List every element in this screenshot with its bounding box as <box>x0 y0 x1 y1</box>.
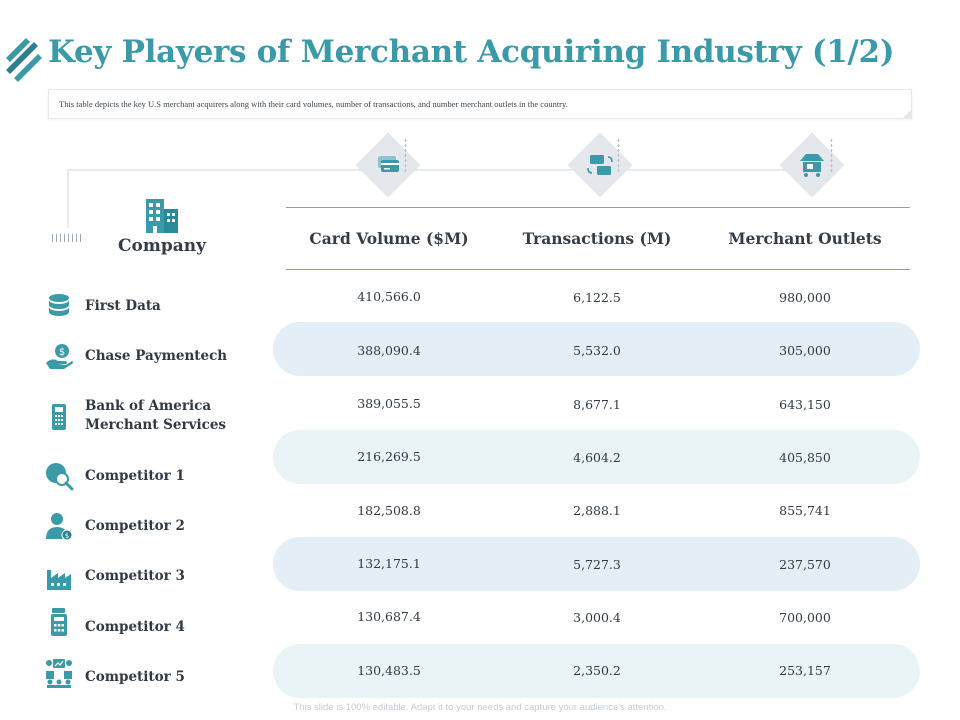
factory-icon <box>44 562 74 592</box>
svg-text:$: $ <box>64 532 70 540</box>
card-volume-cell: 388,090.4 <box>357 343 421 358</box>
company-name: Competitor 1 <box>85 468 185 484</box>
table-top-rule <box>286 207 910 208</box>
footer-note: This slide is 100% editable. Adapt it to your needs and capture your audience's attention. <box>293 702 667 713</box>
company-name: Competitor 5 <box>85 669 185 685</box>
transactions-cell: 3,000.4 <box>573 610 621 625</box>
col-header-merchant-outlets: Merchant Outlets <box>728 229 882 248</box>
table-header-rule <box>286 269 910 270</box>
logo-stripes-icon <box>4 34 42 82</box>
pos-terminal-icon <box>44 402 74 432</box>
transactions-cell: 5,532.0 <box>573 343 621 358</box>
team-chart-icon <box>44 658 74 688</box>
card-volume-cell: 132,175.1 <box>357 556 421 571</box>
card-volume-cell: 182,508.8 <box>357 503 421 518</box>
outlets-cell: 980,000 <box>779 290 831 305</box>
outlets-cell: 305,000 <box>779 343 831 358</box>
card-volume-cell: 410,566.0 <box>357 289 421 304</box>
calculator-icon <box>44 607 74 637</box>
description-text: This table depicts the key U.S merchant acquirers along with their card volumes, number of transactions, and number merchant outlets in the country. <box>59 99 568 109</box>
dots-decoration <box>830 138 833 174</box>
company-name: Competitor 4 <box>85 619 185 635</box>
outlets-cell: 855,741 <box>779 503 831 518</box>
dots-decoration <box>617 138 620 174</box>
credit-card-icon <box>368 145 408 185</box>
building-icon <box>144 197 180 235</box>
company-name: First Data <box>85 298 161 314</box>
tick-decoration <box>52 234 84 242</box>
company-name: Competitor 3 <box>85 568 185 584</box>
col-header-transactions: Transactions (M) <box>522 229 672 248</box>
outlets-cell: 237,570 <box>779 557 831 572</box>
card-volume-cell: 216,269.5 <box>357 449 421 464</box>
svg-text:$: $ <box>58 347 66 358</box>
col-header-card-volume: Card Volume ($M) <box>309 229 469 248</box>
company-name: Chase Paymentech <box>85 348 228 364</box>
page-title: Key Players of Merchant Acquiring Industry (1/2) <box>48 34 895 70</box>
magnifier-icon <box>44 461 74 491</box>
user-dollar-icon <box>44 511 74 541</box>
transactions-cell: 5,727.3 <box>573 557 621 572</box>
card-volume-cell: 389,055.5 <box>357 396 421 411</box>
company-name: Bank of America Merchant Services <box>85 398 227 433</box>
transactions-cell: 2,350.2 <box>573 663 621 678</box>
description-box <box>48 89 912 119</box>
dots-decoration <box>404 138 407 174</box>
card-volume-cell: 130,687.4 <box>357 609 421 624</box>
outlets-cell: 405,850 <box>779 450 831 465</box>
outlets-cell: 700,000 <box>779 610 831 625</box>
database-icon <box>44 291 74 321</box>
outlets-cell: 643,150 <box>779 397 831 412</box>
transactions-cell: 6,122.5 <box>573 290 621 305</box>
card-exchange-icon <box>580 145 620 185</box>
transactions-cell: 2,888.1 <box>573 503 621 518</box>
hand-dollar-icon <box>44 341 74 371</box>
card-volume-cell: 130,483.5 <box>357 663 421 678</box>
company-header: Company <box>118 236 206 256</box>
merchant-cart-icon <box>792 145 832 185</box>
company-name: Competitor 2 <box>85 518 185 534</box>
page-fold-decoration <box>903 110 911 118</box>
transactions-cell: 8,677.1 <box>573 397 621 412</box>
transactions-cell: 4,604.2 <box>573 450 621 465</box>
outlets-cell: 253,157 <box>779 663 831 678</box>
